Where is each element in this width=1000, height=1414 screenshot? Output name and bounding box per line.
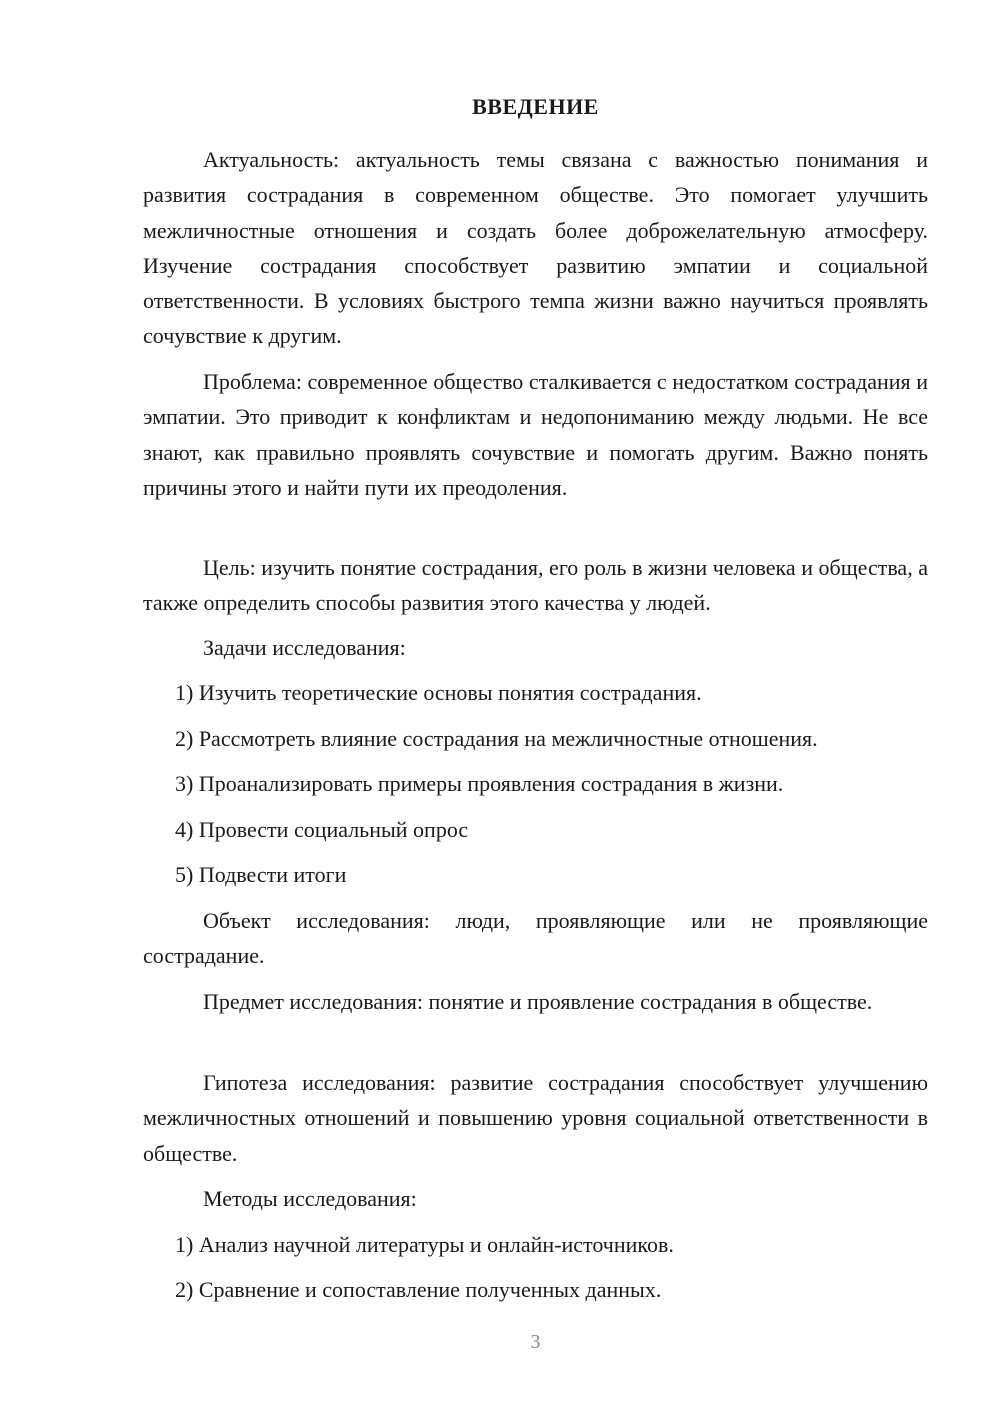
task-item-4: 4) Провести социальный опрос: [175, 817, 469, 842]
hypothesis-paragraph: Гипотеза исследования: развитие сострадания способствует улучшению межличностных отношений и повышению уровня социальной ответственности в обществе.: [143, 1070, 928, 1166]
task-item-3: 3) Проанализировать примеры проявления сострадания в жизни.: [175, 771, 784, 796]
methods-heading: Методы исследования:: [203, 1186, 417, 1211]
task-item-5: 5) Подвести итоги: [175, 862, 347, 887]
task-item-1: 1) Изучить теоретические основы понятия сострадания.: [175, 680, 702, 705]
method-item-1: 1) Анализ научной литературы и онлайн-источников.: [175, 1232, 674, 1257]
page-title: ВВЕДЕНИЕ: [472, 94, 599, 119]
subject-paragraph: Предмет исследования: понятие и проявление сострадания в обществе.: [203, 989, 873, 1014]
task-item-2: 2) Рассмотреть влияние сострадания на межличностные отношения.: [175, 726, 818, 751]
method-item-2: 2) Сравнение и сопоставление полученных данных.: [175, 1277, 662, 1302]
relevance-paragraph: Актуальность: актуальность темы связана с важностью понимания и развития сострадания в современном обществе. Это помогает улучшить межличностные отношения и создать более доброжелательную атмосферу. Изучение сострадания способствует развитию эмпатии и социальной ответственности. В условиях быстрого темпа жизни важно научиться проявлять сочувствие к другим.: [143, 147, 928, 349]
problem-paragraph: Проблема: современное общество сталкивается с недостатком сострадания и эмпатии. Это приводит к конфликтам и недопониманию между людьми. Не все знают, как правильно проявлять сочувствие и помогать другим. Важно понять причины этого и найти пути их преодоления.: [143, 369, 928, 500]
object-paragraph: Объект исследования: люди, проявляющие или не проявляющие сострадание.: [143, 908, 928, 969]
tasks-heading: Задачи исследования:: [203, 635, 406, 660]
page-number: 3: [530, 1331, 541, 1353]
goal-paragraph: Цель: изучить понятие сострадания, его роль в жизни человека и общества, а также определить способы развития этого качества у людей.: [143, 555, 928, 616]
